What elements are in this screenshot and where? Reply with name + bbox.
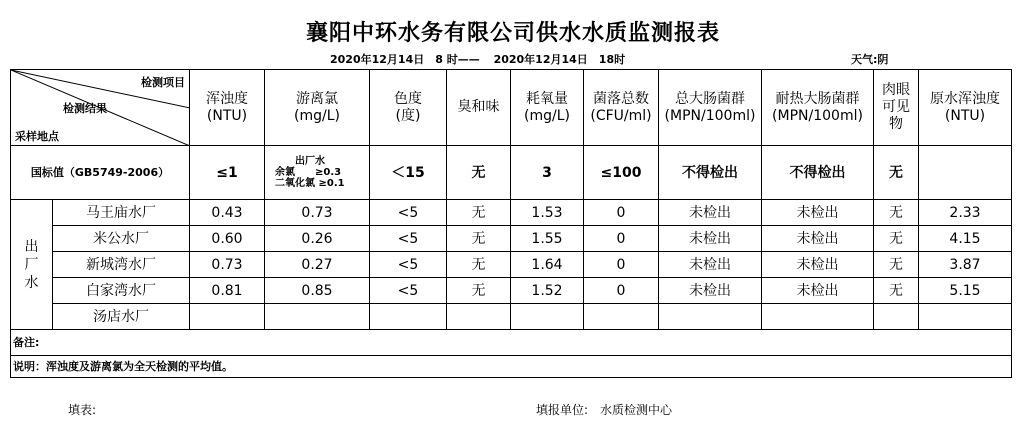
cell-free-chlorine: 0.27 — [265, 252, 370, 278]
table-row — [11, 252, 1012, 278]
cell-site: 马王庙水厂 — [53, 200, 190, 226]
col-free-chlorine: 游离氯 (mg/L) — [265, 70, 370, 146]
filler-label: 填表: — [68, 403, 97, 417]
cell-turbidity: 0.60 — [190, 226, 265, 252]
corner-item-label: 检测项目 — [141, 76, 185, 89]
cell-color: <5 — [370, 200, 447, 226]
cell-oxygen: 1.64 — [511, 252, 584, 278]
cell-site: 新城湾水厂 — [53, 252, 190, 278]
explanation-row — [11, 356, 1012, 378]
remark-row — [11, 330, 1012, 356]
cell-oxygen: 1.53 — [511, 200, 584, 226]
header-row — [11, 70, 1012, 146]
std-thermo-coliform: 不得检出 — [762, 146, 874, 200]
table-row — [11, 304, 1012, 330]
standard-row — [11, 146, 1012, 200]
standard-label: 国标值（GB5749-2006） — [11, 146, 190, 200]
col-odor: 臭和味 — [447, 70, 511, 146]
cell-site: 米公水厂 — [53, 226, 190, 252]
group-label: 出 厂 水 — [11, 200, 53, 330]
corner-header — [11, 70, 190, 146]
cell-colony: 0 — [584, 278, 659, 304]
cell-oxygen: 1.52 — [511, 278, 584, 304]
cell-visible — [874, 304, 919, 330]
corner-site-label: 采样地点 — [15, 130, 59, 143]
col-coliform: 总大肠菌群 (MPN/100ml) — [659, 70, 762, 146]
cell-raw-turbidity: 5.15 — [919, 278, 1012, 304]
cell-raw-turbidity: 3.87 — [919, 252, 1012, 278]
cell-thermo-coliform: 未检出 — [762, 200, 874, 226]
table-row — [11, 226, 1012, 252]
cell-color: <5 — [370, 252, 447, 278]
col-colony: 菌落总数 (CFU/ml) — [584, 70, 659, 146]
cell-raw-turbidity: 4.15 — [919, 226, 1012, 252]
unit-label: 填报单位: 水质检测中心 — [536, 403, 673, 417]
table-row — [11, 200, 1012, 226]
std-raw-turbidity — [919, 146, 1012, 200]
cell-thermo-coliform: 未检出 — [762, 252, 874, 278]
cell-coliform: 未检出 — [659, 226, 762, 252]
cell-raw-turbidity — [919, 304, 1012, 330]
cell-site: 汤店水厂 — [53, 304, 190, 330]
std-oxygen: 3 — [511, 146, 584, 200]
cell-free-chlorine: 0.73 — [265, 200, 370, 226]
cell-visible: 无 — [874, 226, 919, 252]
col-oxygen: 耗氧量 (mg/L) — [511, 70, 584, 146]
cell-odor: 无 — [447, 278, 511, 304]
cell-thermo-coliform — [762, 304, 874, 330]
cell-thermo-coliform: 未检出 — [762, 226, 874, 252]
cell-color — [370, 304, 447, 330]
std-coliform: 不得检出 — [659, 146, 762, 200]
cell-coliform: 未检出 — [659, 200, 762, 226]
cell-thermo-coliform: 未检出 — [762, 278, 874, 304]
cell-odor: 无 — [447, 252, 511, 278]
col-color: 色度 (度) — [370, 70, 447, 146]
report-period — [330, 51, 635, 67]
std-chlorine-line3: 二氧化氯 ≥0.1 — [275, 178, 345, 189]
cell-visible: 无 — [874, 278, 919, 304]
cell-turbidity: 0.43 — [190, 200, 265, 226]
std-turbidity: ≤1 — [190, 146, 265, 200]
cell-turbidity: 0.81 — [190, 278, 265, 304]
period-end: 2020年12月14日 18时 — [493, 53, 626, 66]
std-colony: ≤100 — [584, 146, 659, 200]
std-chlorine-line1: 出厂水 — [295, 156, 325, 167]
cell-turbidity — [190, 304, 265, 330]
cell-coliform — [659, 304, 762, 330]
cell-odor — [447, 304, 511, 330]
std-color: ＜15 — [370, 146, 447, 200]
table-row — [11, 278, 1012, 304]
cell-color: <5 — [370, 278, 447, 304]
report-title: 襄阳中环水务有限公司供水水质监测报表 — [305, 21, 720, 46]
data-rows — [11, 200, 1012, 330]
cell-oxygen: 1.55 — [511, 226, 584, 252]
period-start: 2020年12月14日 8 时—— — [330, 53, 480, 66]
weather-label: 天气:阴 — [851, 53, 889, 66]
cell-color: <5 — [370, 226, 447, 252]
cell-colony — [584, 304, 659, 330]
water-quality-table — [10, 69, 1012, 378]
cell-visible: 无 — [874, 252, 919, 278]
cell-oxygen — [511, 304, 584, 330]
std-chlorine — [265, 146, 370, 200]
std-chlorine-line2: 余氯 ≥0.3 — [275, 167, 342, 178]
cell-coliform: 未检出 — [659, 252, 762, 278]
corner-result-label: 检测结果 — [63, 102, 107, 115]
cell-colony: 0 — [584, 252, 659, 278]
explanation-text: 说明：浑浊度及游离氯为全天检测的平均值。 — [11, 356, 1012, 378]
cell-free-chlorine — [265, 304, 370, 330]
cell-coliform: 未检出 — [659, 278, 762, 304]
cell-colony: 0 — [584, 226, 659, 252]
cell-odor: 无 — [447, 226, 511, 252]
col-raw-turbidity: 原水浑浊度 (NTU) — [919, 70, 1012, 146]
cell-raw-turbidity: 2.33 — [919, 200, 1012, 226]
cell-turbidity: 0.73 — [190, 252, 265, 278]
cell-odor: 无 — [447, 200, 511, 226]
remark-label: 备注: — [11, 330, 1012, 356]
std-visible: 无 — [874, 146, 919, 200]
col-visible: 肉眼 可见 物 — [874, 70, 919, 146]
cell-free-chlorine: 0.85 — [265, 278, 370, 304]
cell-colony: 0 — [584, 200, 659, 226]
cell-site: 白家湾水厂 — [53, 278, 190, 304]
col-turbidity: 浑浊度 (NTU) — [190, 70, 265, 146]
std-odor: 无 — [447, 146, 511, 200]
col-thermo-coliform: 耐热大肠菌群 (MPN/100ml) — [762, 70, 874, 146]
cell-free-chlorine: 0.26 — [265, 226, 370, 252]
cell-visible: 无 — [874, 200, 919, 226]
